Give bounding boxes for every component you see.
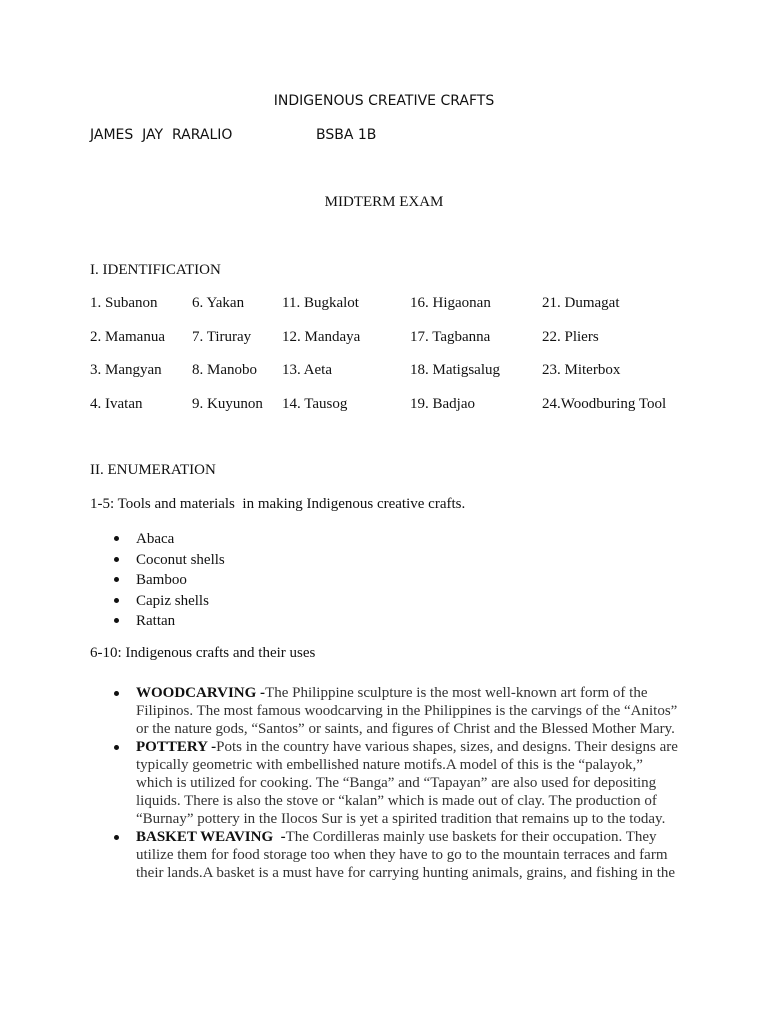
list-item: Coconut shells	[90, 550, 225, 571]
identification-item: 21. Dumagat	[542, 295, 620, 311]
identification-item: 12. Mandaya	[282, 329, 361, 345]
craft-name: WOODCARVING -	[136, 685, 266, 701]
list-item: Rattan	[90, 611, 225, 632]
list-item	[90, 684, 682, 738]
exam-title: MIDTERM EXAM	[324, 194, 444, 210]
identification-item: 14. Tausog	[282, 396, 348, 412]
identification-item: 23. Miterbox	[542, 362, 621, 378]
list-item: Bamboo	[90, 570, 225, 591]
identification-item: 6. Yakan	[192, 295, 245, 311]
identification-item: 17. Tagbanna	[410, 329, 491, 345]
crafts-list	[90, 684, 682, 882]
identification-item: 19. Badjao	[410, 396, 475, 412]
document-title: INDIGENOUS CREATIVE CRAFTS	[273, 93, 495, 109]
list-item	[90, 738, 682, 828]
list-item: Capiz shells	[90, 591, 225, 612]
author-name: JAMES JAY RARALIO	[90, 127, 233, 143]
identification-item: 18. Matigsalug	[410, 362, 500, 378]
identification-item: 22. Pliers	[542, 329, 599, 345]
identification-item: 8. Manobo	[192, 362, 257, 378]
identification-item: 3. Mangyan	[90, 362, 162, 378]
craft-description: Pots in the country have various shapes, sizes, and designs. Their designs are typically geometric with embellished nature motifs.A model of this is the “palayok,” which is utilized for cooking. The “Banga” and “Tapayan” are also used for depositing liquids. There is also the stove or “kalan” which is made out of clay. The production of “Burnay” pottery in the Ilocos Sur is yet a spirited tradition that remains up to the today.	[136, 739, 678, 827]
identification-item: 24.Woodburing Tool	[542, 396, 667, 412]
question-tools-materials: 1-5: Tools and materials in making Indigenous creative crafts.	[90, 496, 466, 512]
identification-item: 11. Bugkalot	[282, 295, 359, 311]
identification-item: 9. Kuyunon	[192, 396, 263, 412]
identification-item: 1. Subanon	[90, 295, 158, 311]
list-item	[90, 828, 682, 882]
identification-heading: I. IDENTIFICATION	[90, 262, 221, 278]
craft-description: The Philippine sculpture is the most well-known art form of the Filipinos. The most famous woodcarving in the Philippines is the carvings of the “Anitos” or the nature gods, “Santos” or saints, and figures of Christ and the Blessed Mother Mary.	[136, 685, 678, 737]
identification-item: 7. Tiruray	[192, 329, 252, 345]
tools-list	[90, 529, 225, 632]
identification-item: 4. Ivatan	[90, 396, 143, 412]
identification-item: 16. Higaonan	[410, 295, 491, 311]
craft-description: The Cordilleras mainly use baskets for their occupation. They utilize them for food storage too when they have to go to the mountain terraces and farm their lands.A basket is a must have for carrying hunting animals, grains, and fishing in the	[136, 829, 676, 881]
craft-name: BASKET WEAVING -	[136, 829, 286, 845]
list-item: Abaca	[90, 529, 225, 550]
identification-item: 13. Aeta	[282, 362, 332, 378]
identification-item: 2. Mamanua	[90, 329, 165, 345]
course-section: BSBA 1B	[316, 127, 377, 143]
enumeration-heading: II. ENUMERATION	[90, 462, 216, 478]
craft-name: POTTERY -	[136, 739, 217, 755]
question-crafts-uses: 6-10: Indigenous crafts and their uses	[90, 645, 316, 661]
